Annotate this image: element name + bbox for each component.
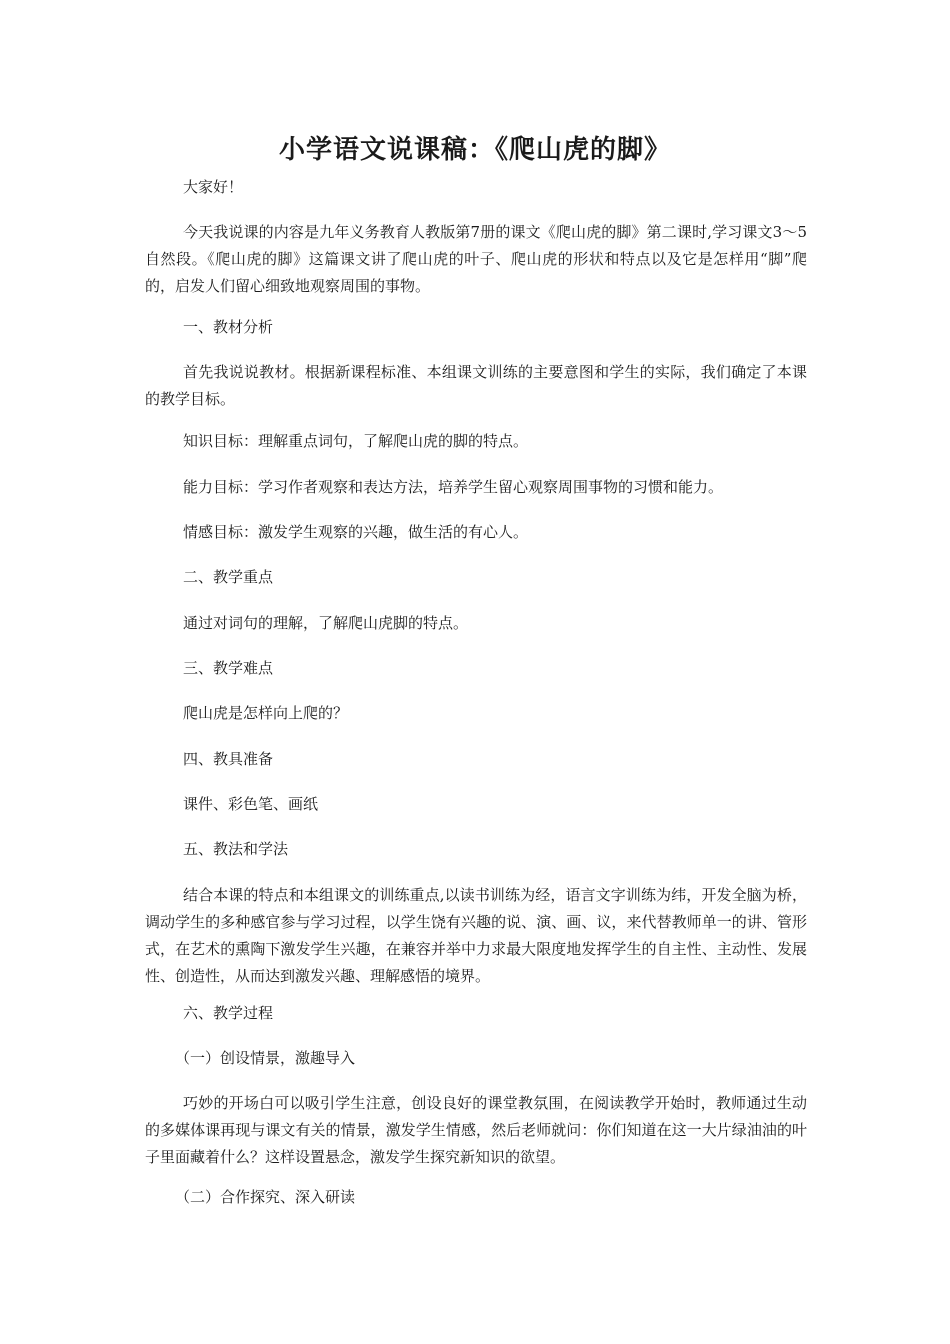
section-heading-key-points: 二、教学重点: [183, 568, 274, 586]
document-title: 小学语文说课稿：《爬山虎的脚》: [278, 135, 671, 165]
introduction-paragraph: 巧妙的开场白可以吸引学生注意，创设良好的课堂教氛围，在阅读教学开始时，教师通过生动的多媒体课再现与课文有关的情景，激发学生情感，然后老师就问：你们知道在这一大片绿油油的叶子里面藏着什么？这样设置悬念，激发学生探究新知识的欲望。: [145, 1094, 807, 1166]
subsection-heading-introduction: （一）创设情景，激趣导入: [175, 1049, 356, 1067]
subsection-heading-cooperative-study: （二）合作探究、深入研读: [175, 1188, 356, 1206]
teaching-aids-paragraph: 课件、彩色笔、画纸: [183, 795, 319, 813]
knowledge-goal-paragraph: 知识目标：理解重点词句，了解爬山虎的脚的特点。: [183, 432, 529, 450]
section-heading-process: 六、教学过程: [183, 1004, 274, 1022]
section-heading-methods: 五、教法和学法: [183, 840, 289, 858]
ability-goal-paragraph: 能力目标：学习作者观察和表达方法，培养学生留心观察周围事物的习惯和能力。: [183, 478, 724, 496]
methods-paragraph: 结合本课的特点和本组课文的训练重点,以读书训练为经，语言文字训练为纬，开发全脑为桥，调动学生的多种感官参与学习过程，以学生饶有兴趣的说、演、画、议，来代替教师单一的讲、管形式，在艺术的熏陶下激发学生兴趣，在兼容并举中力求最大限度地发挥学生的自主性、主动性、发展性、创造性，从而达到激发兴趣、理解感悟的境界。: [145, 886, 807, 985]
intro-paragraph: 今天我说课的内容是九年义务教育人教版第7册的课文《爬山虎的脚》第二课时,学习课文3～5自然段。《爬山虎的脚》这篇课文讲了爬山虎的叶子、爬山虎的形状和特点以及它是怎样用“脚”爬的，启发人们留心细致地观察周围的事物。: [145, 223, 807, 295]
difficulties-paragraph: 爬山虎是怎样向上爬的？: [183, 704, 349, 722]
textbook-analysis-paragraph: 首先我说说教材。根据新课程标准、本组课文训练的主要意图和学生的实际，我们确定了本课的教学目标。: [145, 363, 807, 408]
section-heading-textbook-analysis: 一、教材分析: [183, 318, 274, 336]
section-heading-teaching-aids: 四、教具准备: [183, 750, 274, 768]
emotion-goal-paragraph: 情感目标：激发学生观察的兴趣，做生活的有心人。: [183, 523, 529, 541]
key-points-paragraph: 通过对词句的理解，了解爬山虎脚的特点。: [183, 614, 469, 632]
section-heading-difficulties: 三、教学难点: [183, 659, 274, 677]
greeting-paragraph: 大家好！: [183, 178, 244, 196]
